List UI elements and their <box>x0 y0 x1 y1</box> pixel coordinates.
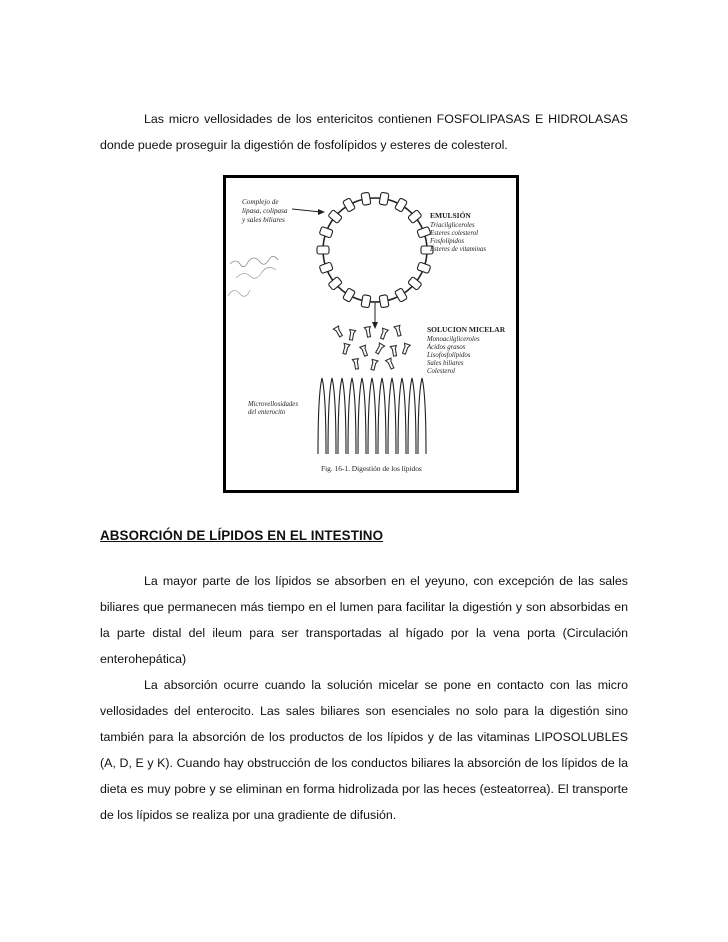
lipid-digestion-figure <box>223 175 519 493</box>
figure-illustration <box>226 178 516 490</box>
micelle-fragment <box>364 327 372 338</box>
microvillus <box>398 378 406 454</box>
micelle-fragment <box>390 346 398 357</box>
micelar-item: Ácidos grasos <box>427 344 466 351</box>
lipase-colipase-complex <box>317 246 329 254</box>
micelar-title: SOLUCION MICELAR <box>427 325 506 334</box>
microvillus <box>368 378 376 454</box>
microvillus <box>348 378 356 454</box>
lipase-colipase-complex <box>395 288 408 302</box>
complex-label-line-2: lipasa, colipasa <box>242 207 288 215</box>
microvilli <box>318 378 426 454</box>
microvillus <box>378 378 386 454</box>
microvillus <box>418 378 426 454</box>
complex-arrow <box>292 209 321 212</box>
micelle-fragment <box>360 345 369 356</box>
micelle-fragment <box>374 343 384 355</box>
lipase-colipase-complex <box>361 295 371 308</box>
emulsion-droplet <box>317 192 433 308</box>
micelle-fragment <box>342 343 350 354</box>
micelar-item: Lisofosfolípidos <box>427 352 471 359</box>
micelar-item: Monoacilgliceroles <box>427 336 480 343</box>
handwriting-scribble-3 <box>228 290 250 296</box>
lipase-colipase-complex <box>379 295 389 308</box>
micelle-fragment <box>348 330 356 341</box>
lipase-colipase-complex <box>319 226 333 238</box>
micelle-fragment <box>401 343 410 354</box>
micelle-fragment <box>333 326 343 338</box>
emulsion-item: Fosfolípidos <box>430 238 464 245</box>
emulsion-item: Esteres colesterol <box>430 230 479 237</box>
micelle-fragment <box>352 359 360 370</box>
emulsion-title: EMULSIÓN <box>430 211 471 220</box>
figure-caption: Fig. 16-1. Digestión de los lípidos <box>321 464 422 473</box>
handwriting-scribble <box>230 256 278 266</box>
down-arrow-head <box>372 322 378 329</box>
micelle-fragment <box>379 328 388 339</box>
emulsion-item: Triacilgliceroles <box>430 222 475 229</box>
lipase-colipase-complex <box>395 198 408 212</box>
handwriting-scribble-2 <box>236 267 276 278</box>
microvilli-label-line-1: Microvellosidades <box>248 401 298 408</box>
microvillus <box>388 378 396 454</box>
complex-arrow-head <box>318 209 325 215</box>
microvillus <box>358 378 366 454</box>
lipase-colipase-complex <box>319 262 333 274</box>
emulsion-item: Ésteres de vitaminas <box>430 246 487 253</box>
micelle-fragment <box>394 325 402 336</box>
body-paragraph-1: La mayor parte de los lípidos se absorben en el yeyuno, con excepción de las sales biliares que permanecen más tiempo en el lumen para facilitar la digestión y son absorbidas en la parte distal del ileum para ser transportadas al hígado por la vena porta (Circulación enterohepática) <box>100 574 628 666</box>
section-heading: ABSORCIÓN DE LÍPIDOS EN EL INTESTINO <box>100 528 384 543</box>
microvillus <box>338 378 346 454</box>
lipase-colipase-complex <box>417 262 431 274</box>
body-paragraph-2: La absorción ocurre cuando la solución micelar se pone en contacto con las micro vellosidades del enterocito. Las sales biliares son esenciales no solo para la digestión sino también para la absorción de los productos de los lípidos y de las vitaminas LIPOSOLUBLES (A, D, E y K). Cuando hay obstrucción de los conductos biliares la absorción de los lípidos de la dieta es muy pobre y se eliminan en forma hidrolizada por las heces (esteatorrea). El transporte de los lípidos se realiza por una gradiente de difusión. <box>100 678 628 822</box>
micelle-fragments <box>333 325 410 370</box>
micelle-fragment <box>370 359 378 370</box>
lipase-colipase-complex <box>343 288 356 302</box>
microvillus <box>328 378 336 454</box>
lipase-colipase-complex <box>417 226 431 238</box>
micelle-fragment <box>386 358 396 370</box>
microvillus <box>318 378 326 454</box>
complex-label-line-1: Complejo de <box>242 198 279 206</box>
lipase-colipase-complex <box>343 198 356 212</box>
micelar-item: Colesterol <box>427 368 456 375</box>
intro-paragraph: Las micro vellosidades de los entericitos contienen FOSFOLIPASAS E HIDROLASAS donde puede proseguir la digestión de fosfolípidos y esteres de colesterol. <box>100 112 628 152</box>
microvillus <box>408 378 416 454</box>
section-body <box>100 568 628 828</box>
lipase-colipase-complex <box>379 192 389 205</box>
complex-label-line-3: y sales biliares <box>242 216 285 224</box>
micelar-item: Sales biliares <box>427 360 464 367</box>
microvilli-label-line-2: del enterocito <box>248 409 286 416</box>
lipase-colipase-complex <box>361 192 371 205</box>
